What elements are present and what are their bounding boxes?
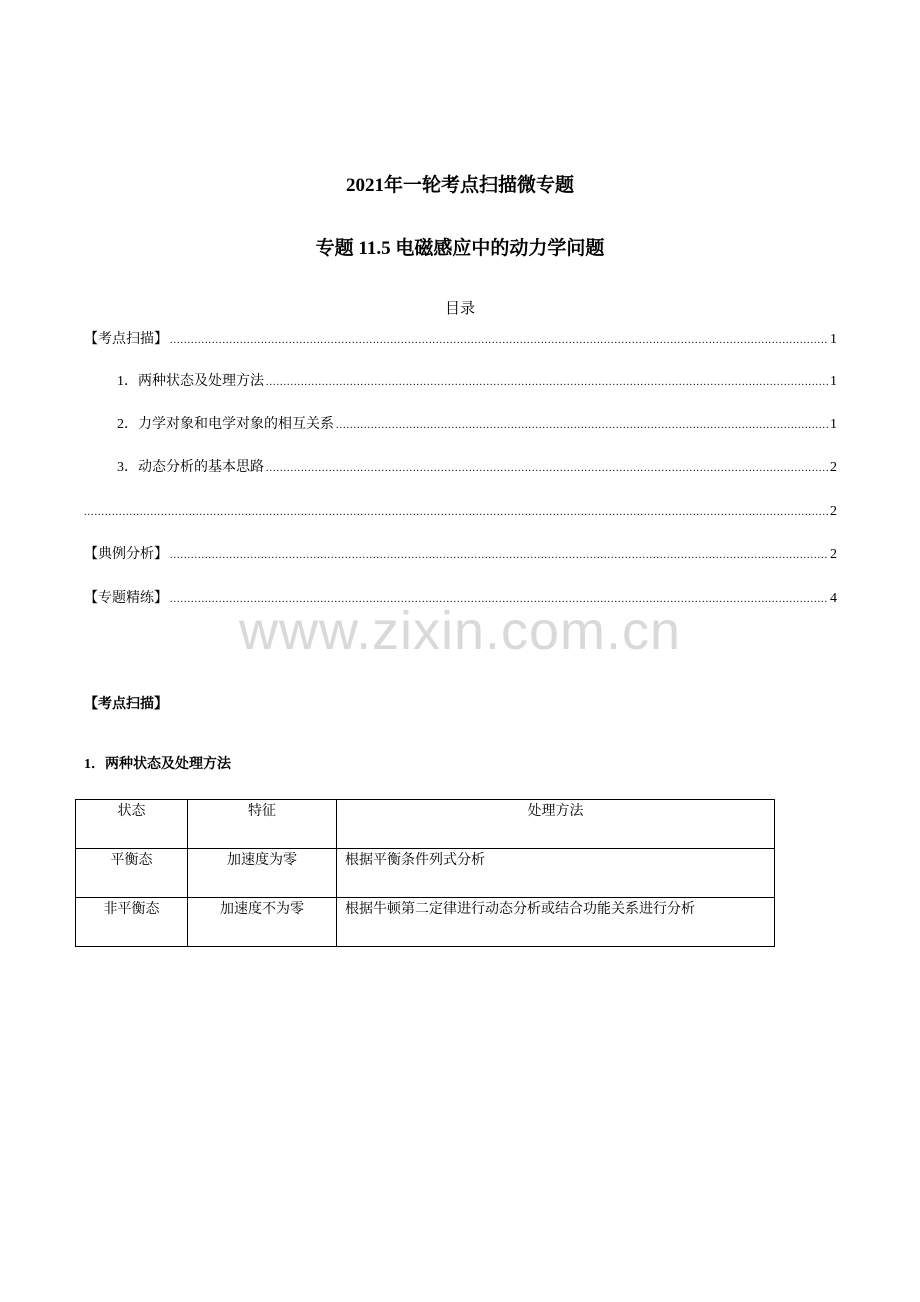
table-row [76, 849, 775, 898]
table-header-cell: 特征 [188, 800, 337, 849]
toc-leader-dots [84, 503, 828, 523]
toc-entry[interactable] [84, 545, 837, 566]
table-cell: 根据牛顿第二定律进行动态分析或结合功能关系进行分析 [337, 898, 775, 947]
toc-entry-page: 2 [830, 504, 837, 519]
toc-entry[interactable] [84, 330, 837, 351]
toc-entry-label: 【典例分析】 [84, 547, 168, 562]
toc-entry-label: 2．力学对象和电学对象的相互关系 [117, 417, 334, 432]
toc-entry[interactable] [117, 372, 837, 393]
table-row [76, 898, 775, 947]
toc-entry[interactable] [84, 502, 837, 523]
table-cell: 根据平衡条件列式分析 [337, 849, 775, 898]
states-table [75, 799, 775, 947]
subsection-heading: 1．两种状态及处理方法 [84, 757, 231, 772]
toc-leader-dots [266, 373, 828, 393]
table-cell: 非平衡态 [76, 898, 188, 947]
document-subtitle: 专题 11.5 电磁感应中的动力学问题 [315, 238, 605, 259]
toc-entry-page: 2 [830, 547, 837, 562]
table-cell: 平衡态 [76, 849, 188, 898]
toc-leader-dots [170, 546, 828, 566]
toc-entry-label: 【考点扫描】 [84, 332, 168, 347]
watermark: www.zixin.com.cn [238, 601, 682, 661]
toc-entry[interactable] [117, 415, 837, 436]
toc-entry-page: 1 [830, 374, 837, 389]
table-header-cell: 状态 [76, 800, 188, 849]
toc-entry-label: 1．两种状态及处理方法 [117, 374, 264, 389]
toc-entry-label: 【专题精练】 [84, 591, 168, 606]
table-header-row [76, 800, 775, 849]
toc-entry-page: 4 [830, 591, 837, 606]
toc-heading: 目录 [444, 301, 475, 317]
toc-leader-dots [336, 416, 828, 436]
table-cell: 加速度为零 [188, 849, 337, 898]
toc-entry-page: 1 [830, 332, 837, 347]
table-cell: 加速度不为零 [188, 898, 337, 947]
document-title: 2021年一轮考点扫描微专题 [345, 175, 574, 196]
toc-entry-page: 2 [830, 460, 837, 475]
toc-leader-dots [266, 459, 828, 479]
toc-leader-dots [170, 331, 828, 351]
table-header-cell: 处理方法 [337, 800, 775, 849]
toc-entry-page: 1 [830, 417, 837, 432]
toc-entry-label: 3．动态分析的基本思路 [117, 460, 264, 475]
toc-entry[interactable] [117, 458, 837, 479]
section-heading: 【考点扫描】 [84, 697, 168, 712]
